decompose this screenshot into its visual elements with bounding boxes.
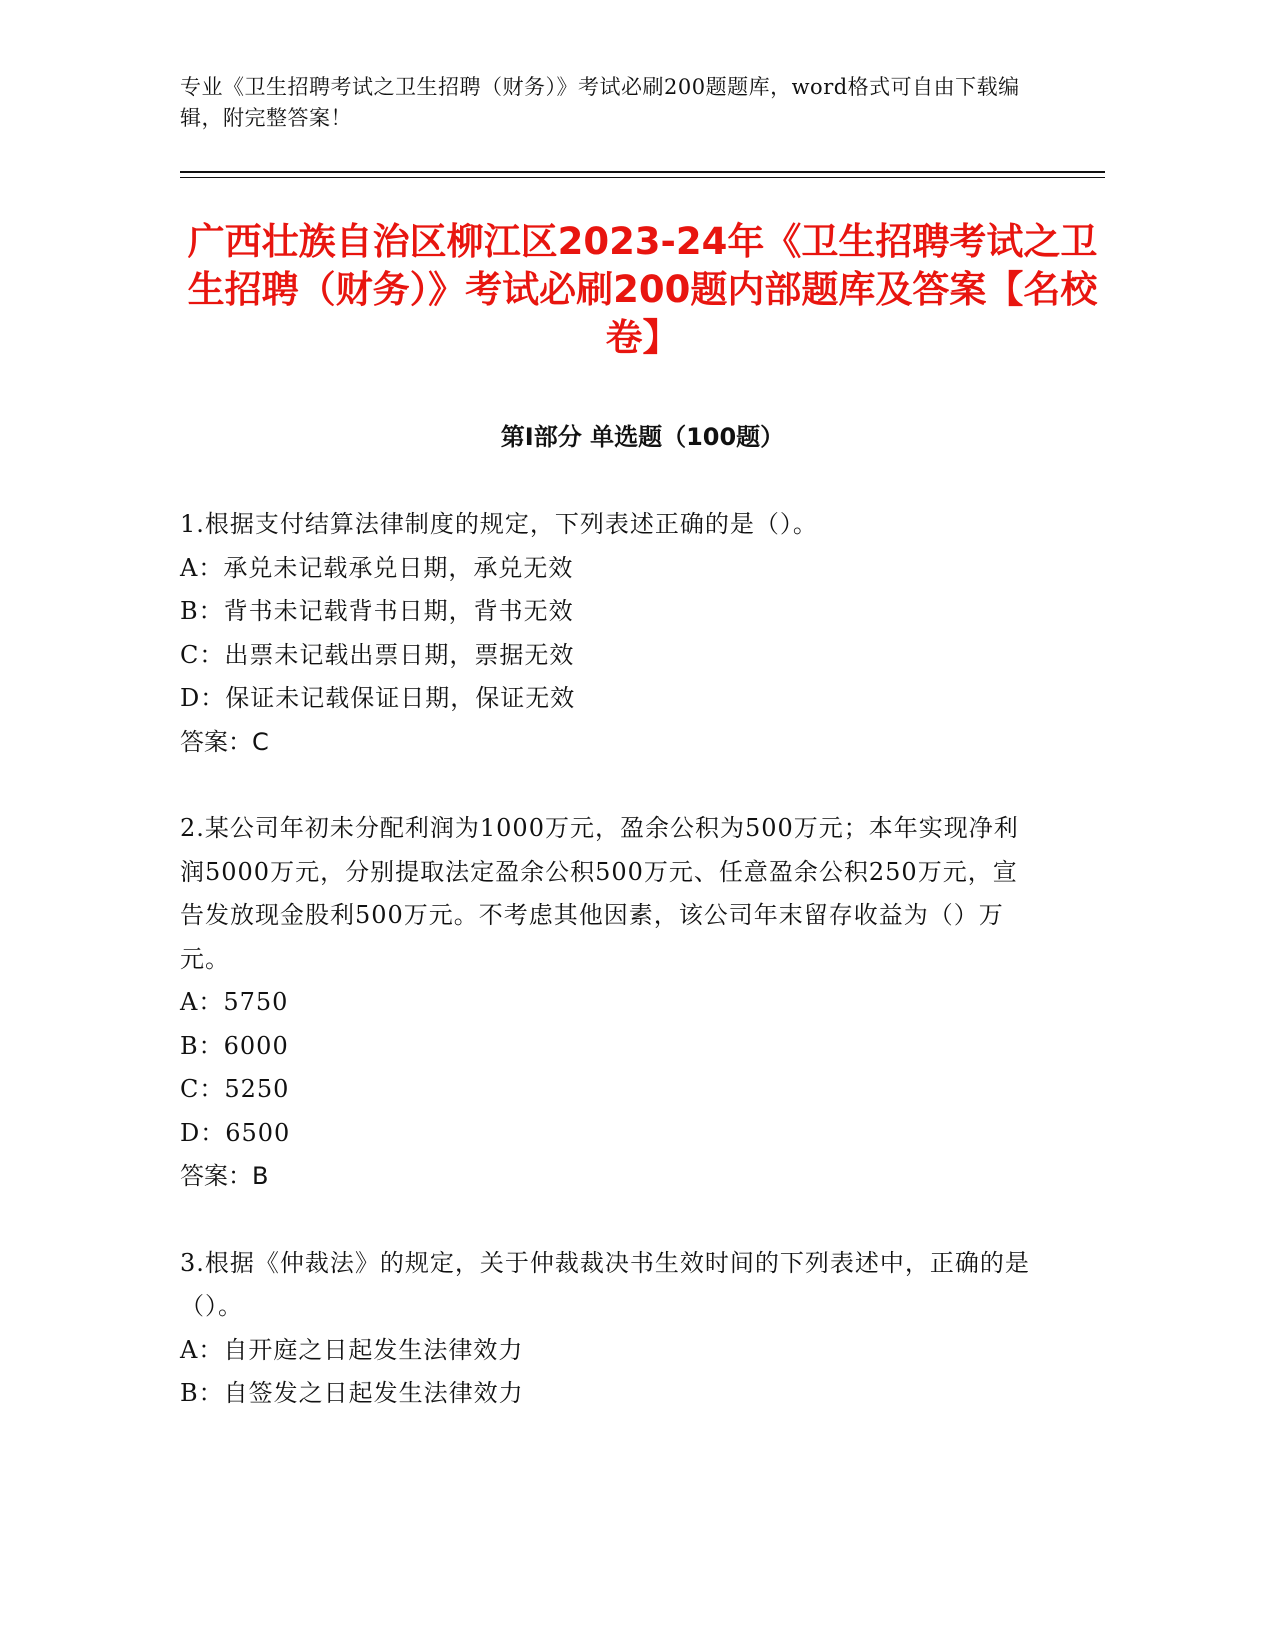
option-a: A：5750 (180, 988, 289, 1016)
option-c: C：5250 (180, 1075, 290, 1103)
option-a: A：自开庭之日起发生法律效力 (180, 1335, 524, 1364)
option-b: B：自签发之日起发生法律效力 (180, 1379, 524, 1407)
answer: 答案：C (180, 727, 269, 756)
option-b: B：6000 (180, 1031, 289, 1060)
question-1 (180, 503, 1040, 764)
option-c: C：出票未记载出票日期，票据无效 (180, 640, 575, 669)
option-d: D：保证未记载保证日期，保证无效 (180, 684, 576, 712)
header-divider-thick (180, 171, 1105, 173)
question-list (180, 503, 1040, 1459)
header-note: 专业《卫生招聘考试之卫生招聘（财务）》考试必刷200题题库，word格式可自由下载编辑，附完整答案！ (180, 75, 1020, 130)
option-a: A：承兑未记载承兑日期，承兑无效 (180, 553, 574, 582)
option-b: B：背书未记载背书日期，背书无效 (180, 597, 574, 625)
answer: 答案：B (180, 1162, 269, 1190)
option-d: D：6500 (180, 1118, 291, 1147)
question-stem: 1.根据支付结算法律制度的规定，下列表述正确的是（）。 (180, 510, 818, 538)
question-stem: 2.某公司年初未分配利润为1000万元，盈余公积为500万元；本年实现净利润5000万元，分别提取法定盈余公积500万元、任意盈余公积250万元，宣告发放现金股利500万元。不考虑其他因素，该公司年末留存收益为（）万元。 (180, 814, 1019, 973)
question-2 (180, 807, 1040, 1199)
section-heading: 第I部分 单选题（100题） (500, 423, 785, 451)
document-title: 广西壮族自治区柳江区2023-24年《卫生招聘考试之卫生招聘（财务）》考试必刷200题内部题库及答案【名校卷】 (187, 220, 1098, 359)
header-divider-thin (180, 177, 1105, 178)
question-3 (180, 1242, 1040, 1416)
question-stem: 3.根据《仲裁法》的规定，关于仲裁裁决书生效时间的下列表述中，正确的是（）。 (180, 1248, 1030, 1320)
